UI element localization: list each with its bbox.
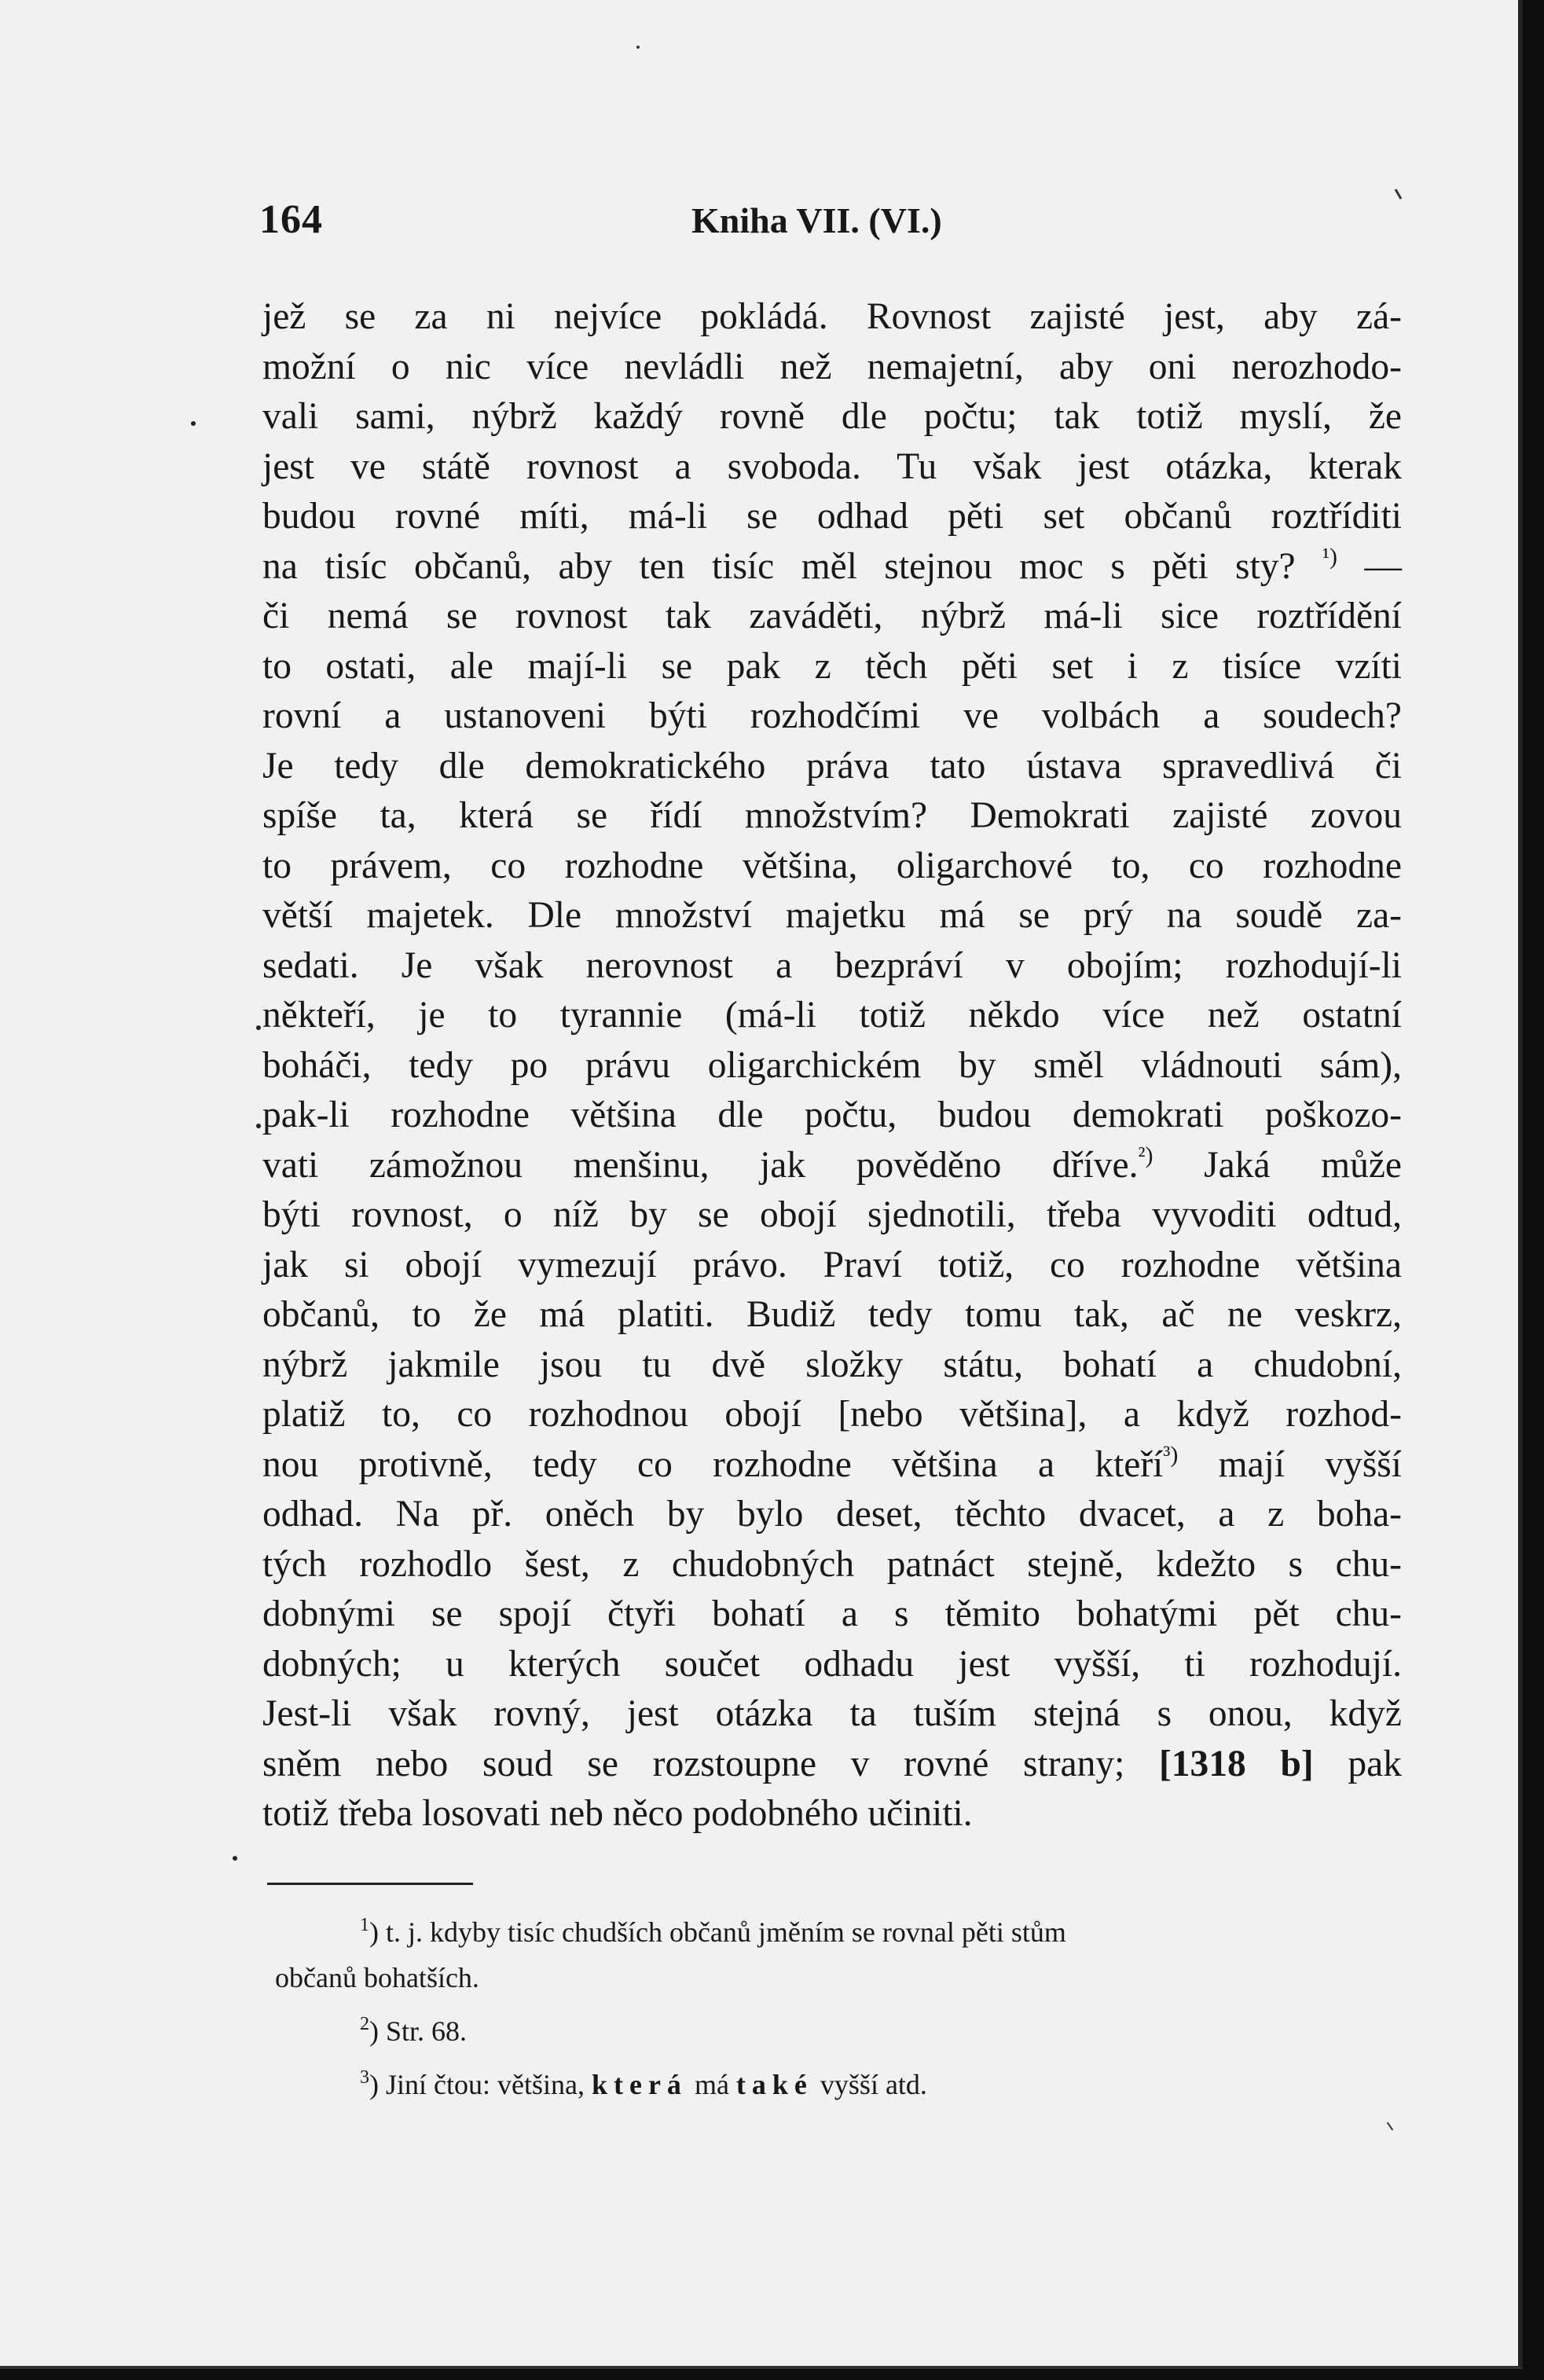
footnote-3	[275, 2062, 1399, 2107]
text-line: odhad. Na př. oněch by bylo deset, těchto dvacet, a z boha-	[262, 1494, 1402, 1535]
margin-dot	[191, 421, 196, 426]
text-line: tých rozhodlo šest, z chudobných patnáct stejně, kdežto s chu-	[262, 1543, 1402, 1585]
text-line	[262, 1141, 1402, 1191]
footnote-text: vyšší atd.	[820, 2069, 927, 2100]
page-header	[259, 196, 1406, 259]
footnote-divider	[267, 1883, 473, 1885]
text-line: platiž to, co rozhodnou obojí [nebo většina], a když rozhod-	[262, 1394, 1402, 1435]
page-number: 164	[259, 197, 323, 242]
text-line: možní o nic více nevládli než nemajetní, aby oni nerozhodo-	[262, 346, 1402, 387]
footnote-text: ) t. j. kdyby tisíc chudších občanů jměním se rovnal pěti stům	[369, 1916, 1066, 1948]
em-dash: —	[1364, 545, 1403, 587]
text-line: dobnými se spojí čtyři bohatí a s těmito bohatými pět chu-	[262, 1593, 1402, 1634]
margin-dot	[233, 1856, 237, 1861]
line-text: na tisíc občanů, aby ten tisíc měl stejnou moc s pěti sty?	[262, 545, 1296, 587]
text-line: to ostati, ale mají-li se pak z těch pěti set i z tisíce vzíti	[262, 645, 1402, 687]
margin-dot	[256, 1124, 261, 1128]
line-text: pak	[1348, 1743, 1403, 1784]
line-text: sněm nebo soud se rozstoupne v rovné strany;	[262, 1743, 1125, 1784]
text-line: pak-li rozhodne většina dle počtu, budou demokrati poškozo-	[262, 1095, 1402, 1135]
text-line: budou rovné míti, má-li se odhad pěti set občanů roztříditi	[262, 496, 1402, 537]
footnote-text: má	[694, 2069, 729, 2100]
scan-speck	[636, 46, 640, 49]
text-line: občanů, to že má platiti. Budiž tedy tomu tak, ač ne veskrz,	[262, 1294, 1402, 1335]
text-line	[262, 1740, 1402, 1790]
text-line: jak si obojí vymezují právo. Praví totiž, co rozhodne většina	[262, 1244, 1402, 1285]
text-line: rovní a ustanoveni býti rozhodčími ve volbách a soudech?	[262, 695, 1402, 736]
text-line: Jest-li však rovný, jest otázka ta tuším stejná s onou, když	[262, 1693, 1402, 1734]
spaced-word: také	[735, 2069, 813, 2100]
footnote-marker: 3	[360, 2067, 369, 2088]
text-line	[262, 1440, 1402, 1491]
footnote-text: občanů bohatších.	[275, 1962, 479, 1993]
main-text	[262, 292, 1402, 1839]
text-line: Je tedy dle demokratického práva tato ústava spravedlivá či	[262, 745, 1402, 787]
footnote-2	[275, 2008, 1399, 2054]
text-line: spíše ta, která se řídí množstvím? Demokrati zajisté zovou	[262, 795, 1402, 836]
text-line: sedati. Je však nerovnost a bezpráví v obojím; rozhodují-li	[262, 944, 1402, 986]
running-head: Kniha VII. (VI.)	[691, 200, 942, 240]
text-line: někteří, je to tyrannie (má-li totiž někdo více než ostatní	[262, 995, 1402, 1036]
text-line: nýbrž jakmile jsou tu dvě složky státu, bohatí a chudobní,	[262, 1344, 1402, 1385]
footnote-text: ) Jiní čtou: většina,	[369, 2069, 585, 2100]
scan-speck	[1387, 2122, 1394, 2131]
text-line: jež se za ni nejvíce pokládá. Rovnost zajisté jest, aby zá-	[262, 296, 1402, 337]
bekker-reference: [1318 b]	[1158, 1743, 1314, 1784]
footnote-text: ) Str. 68.	[369, 2015, 468, 2047]
text-line: boháči, tedy po právu oligarchickém by směl vládnouti sám),	[262, 1044, 1402, 1086]
text-line: býti rovnost, o níž by se obojí sjednotili, třeba vyvoditi odtud,	[262, 1194, 1402, 1235]
footnotes	[275, 1909, 1399, 2107]
text-line: dobných; u kterých součet odhadu jest vyšší, ti rozhodují.	[262, 1643, 1402, 1685]
text-line	[262, 542, 1402, 592]
text-line: jest ve státě rovnost a svoboda. Tu však jest otázka, kterak	[262, 446, 1402, 487]
line-text: Jaká může	[1204, 1144, 1403, 1186]
footnote-marker: 2	[360, 2014, 369, 2034]
footnote-ref-1: ¹)	[1322, 543, 1338, 570]
text-line: to právem, co rozhodne většina, oligarchové to, co rozhodne	[262, 845, 1402, 886]
line-text: mají vyšší	[1218, 1443, 1402, 1485]
line-text: nou protivně, tedy co rozhodne většina a kteří	[262, 1443, 1164, 1485]
footnote-1	[275, 1909, 1399, 2000]
footnote-marker: 1	[360, 1915, 369, 1935]
text-line: totiž třeba losovati neb něco podobného učiniti.	[262, 1793, 973, 1834]
text-line: či nemá se rovnost tak zaváděti, nýbrž má-li sice roztřídění	[262, 596, 1402, 636]
line-text: vati zámožnou menšinu, jak pověděno dříve.	[262, 1144, 1139, 1186]
footnote-ref-3: ³)	[1163, 1441, 1179, 1468]
text-line: větší majetek. Dle množství majetku má se prý na soudě za-	[262, 895, 1402, 936]
margin-dot	[256, 1025, 261, 1030]
spaced-word: která	[591, 2069, 688, 2100]
text-line: vali sami, nýbrž každý rovně dle počtu; tak totiž myslí, že	[262, 396, 1402, 437]
footnote-ref-2: ²)	[1138, 1142, 1153, 1168]
